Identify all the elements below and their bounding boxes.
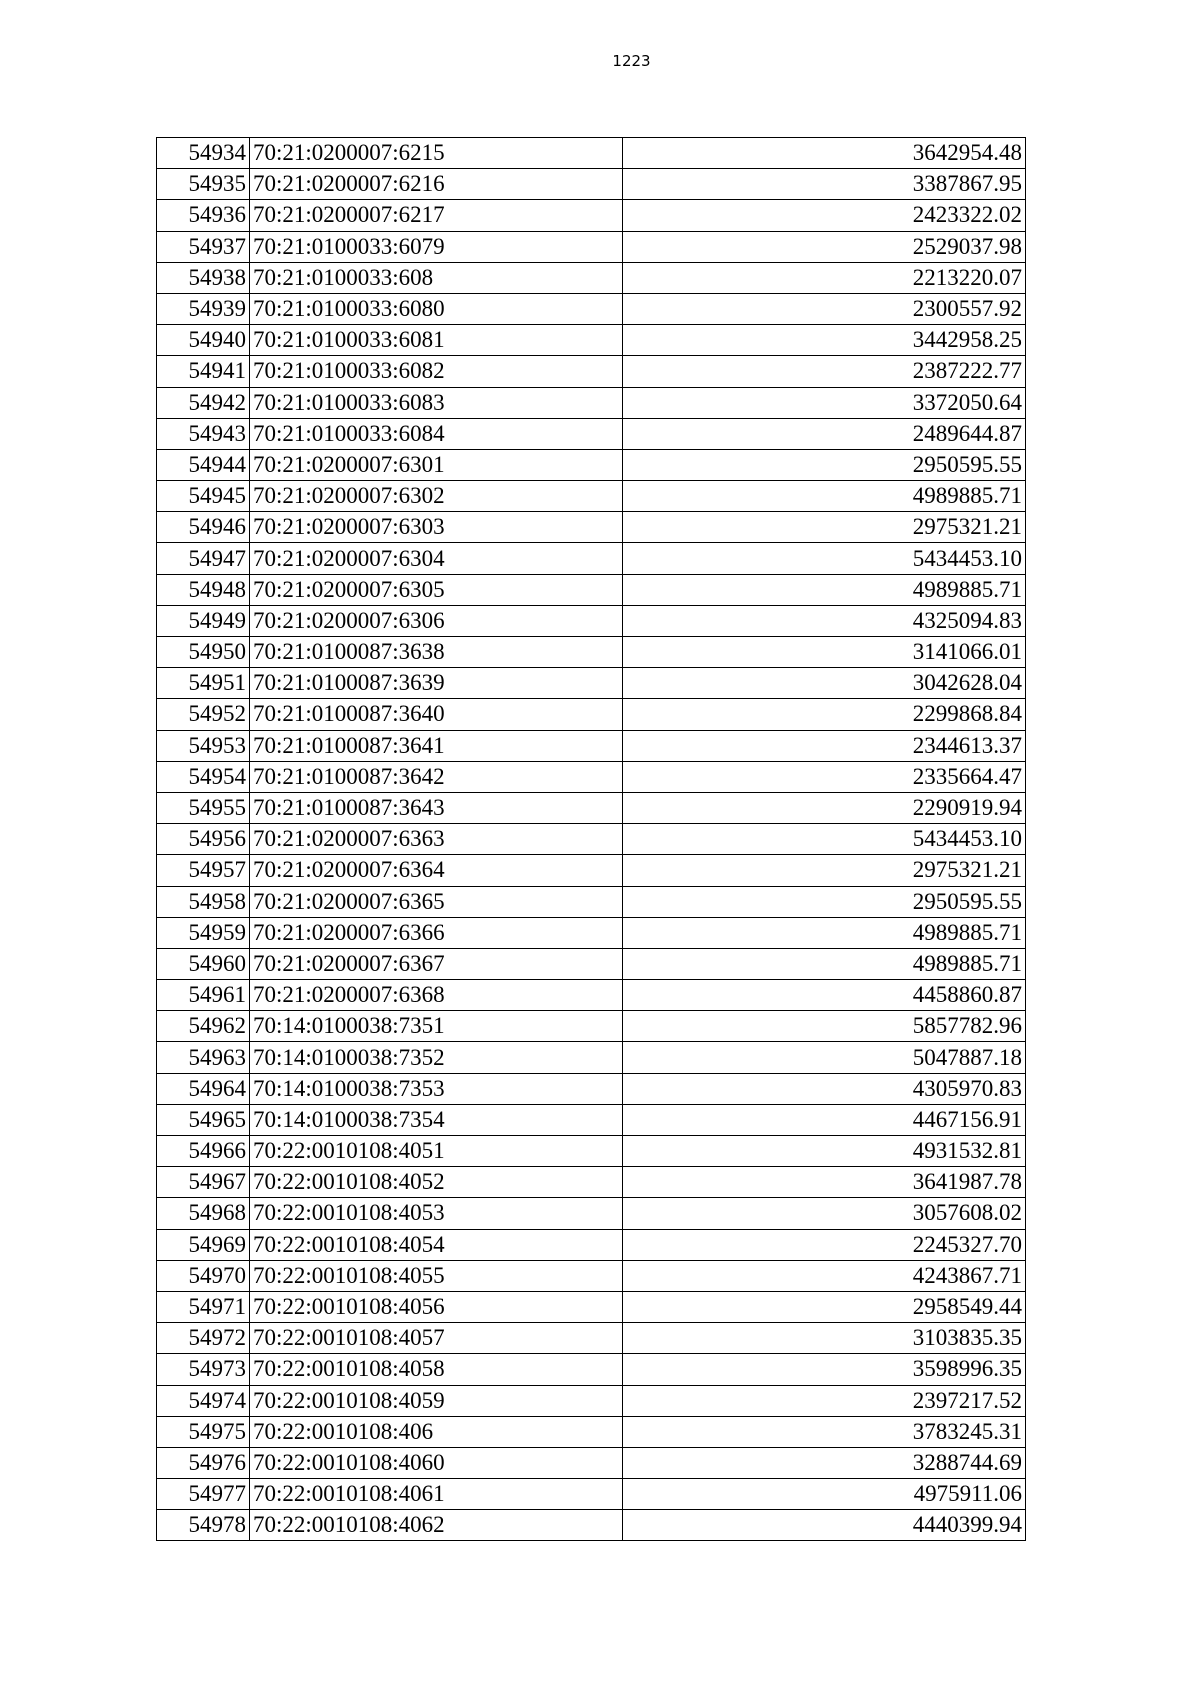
value-cell: 3641987.78: [623, 1167, 1026, 1198]
cadastral-number-cell: 70:21:0100087:3639: [250, 668, 623, 699]
cadastral-number-cell: 70:14:0100038:7354: [250, 1104, 623, 1135]
row-number-cell: 54970: [157, 1260, 250, 1291]
table-row: [157, 356, 1026, 387]
value-cell: 5047887.18: [623, 1042, 1026, 1073]
value-cell: 2529037.98: [623, 231, 1026, 262]
value-cell: 3141066.01: [623, 637, 1026, 668]
cadastral-number-cell: 70:22:0010108:4057: [250, 1323, 623, 1354]
row-number-cell: 54966: [157, 1136, 250, 1167]
value-cell: 2950595.55: [623, 449, 1026, 480]
row-number-cell: 54940: [157, 325, 250, 356]
value-cell: 3642954.48: [623, 138, 1026, 169]
table-row: [157, 1447, 1026, 1478]
table-row: [157, 1198, 1026, 1229]
row-number-cell: 54954: [157, 761, 250, 792]
cadastral-number-cell: 70:21:0200007:6364: [250, 855, 623, 886]
value-cell: 3387867.95: [623, 169, 1026, 200]
cadastral-number-cell: 70:21:0200007:6301: [250, 449, 623, 480]
cadastral-number-cell: 70:22:0010108:4055: [250, 1260, 623, 1291]
row-number-cell: 54947: [157, 543, 250, 574]
row-number-cell: 54948: [157, 574, 250, 605]
table-row: [157, 293, 1026, 324]
cadastral-number-cell: 70:21:0100087:3640: [250, 699, 623, 730]
value-cell: 2290919.94: [623, 792, 1026, 823]
cadastral-number-cell: 70:21:0100033:6081: [250, 325, 623, 356]
cadastral-number-cell: 70:21:0100087:3643: [250, 792, 623, 823]
row-number-cell: 54971: [157, 1291, 250, 1322]
value-cell: 4989885.71: [623, 917, 1026, 948]
row-number-cell: 54975: [157, 1416, 250, 1447]
cadastral-number-cell: 70:21:0100087:3642: [250, 761, 623, 792]
value-cell: 4325094.83: [623, 605, 1026, 636]
cadastral-number-cell: 70:22:0010108:4059: [250, 1385, 623, 1416]
value-cell: 2423322.02: [623, 200, 1026, 231]
table-row: [157, 1416, 1026, 1447]
value-cell: 3103835.35: [623, 1323, 1026, 1354]
row-number-cell: 54937: [157, 231, 250, 262]
cadastral-number-cell: 70:21:0200007:6302: [250, 481, 623, 512]
cadastral-number-cell: 70:21:0200007:6306: [250, 605, 623, 636]
table-row: [157, 948, 1026, 979]
value-cell: 3783245.31: [623, 1416, 1026, 1447]
value-cell: 4305970.83: [623, 1073, 1026, 1104]
cadastral-number-cell: 70:22:0010108:4056: [250, 1291, 623, 1322]
row-number-cell: 54957: [157, 855, 250, 886]
cadastral-number-cell: 70:21:0100033:6083: [250, 387, 623, 418]
table-row: [157, 231, 1026, 262]
row-number-cell: 54935: [157, 169, 250, 200]
table-row: [157, 1073, 1026, 1104]
row-number-cell: 54955: [157, 792, 250, 823]
row-number-cell: 54951: [157, 668, 250, 699]
table-row: [157, 605, 1026, 636]
table-body: [157, 138, 1026, 1541]
table-row: [157, 668, 1026, 699]
cadastral-number-cell: 70:21:0200007:6217: [250, 200, 623, 231]
table-row: [157, 1479, 1026, 1510]
value-cell: 2299868.84: [623, 699, 1026, 730]
row-number-cell: 54960: [157, 948, 250, 979]
value-cell: 2300557.92: [623, 293, 1026, 324]
value-cell: 3598996.35: [623, 1354, 1026, 1385]
table-row: [157, 543, 1026, 574]
value-cell: 3288744.69: [623, 1447, 1026, 1478]
row-number-cell: 54944: [157, 449, 250, 480]
table-row: [157, 325, 1026, 356]
row-number-cell: 54946: [157, 512, 250, 543]
row-number-cell: 54972: [157, 1323, 250, 1354]
table-row: [157, 637, 1026, 668]
row-number-cell: 54976: [157, 1447, 250, 1478]
row-number-cell: 54938: [157, 262, 250, 293]
value-cell: 3042628.04: [623, 668, 1026, 699]
table-row: [157, 1354, 1026, 1385]
row-number-cell: 54978: [157, 1510, 250, 1541]
row-number-cell: 54962: [157, 1011, 250, 1042]
table-row: [157, 792, 1026, 823]
cadastral-number-cell: 70:21:0100087:3638: [250, 637, 623, 668]
row-number-cell: 54936: [157, 200, 250, 231]
row-number-cell: 54952: [157, 699, 250, 730]
value-cell: 2335664.47: [623, 761, 1026, 792]
row-number-cell: 54950: [157, 637, 250, 668]
value-cell: 2344613.37: [623, 730, 1026, 761]
value-cell: 4243867.71: [623, 1260, 1026, 1291]
value-cell: 2245327.70: [623, 1229, 1026, 1260]
table-row: [157, 1385, 1026, 1416]
cadastral-number-cell: 70:21:0200007:6365: [250, 886, 623, 917]
value-cell: 4440399.94: [623, 1510, 1026, 1541]
row-number-cell: 54968: [157, 1198, 250, 1229]
cadastral-number-cell: 70:22:0010108:4051: [250, 1136, 623, 1167]
row-number-cell: 54949: [157, 605, 250, 636]
table-row: [157, 418, 1026, 449]
cadastral-number-cell: 70:21:0200007:6305: [250, 574, 623, 605]
table-row: [157, 1323, 1026, 1354]
row-number-cell: 54945: [157, 481, 250, 512]
row-number-cell: 54934: [157, 138, 250, 169]
cadastral-number-cell: 70:22:0010108:4052: [250, 1167, 623, 1198]
value-cell: 2397217.52: [623, 1385, 1026, 1416]
row-number-cell: 54959: [157, 917, 250, 948]
table-row: [157, 917, 1026, 948]
table-row: [157, 1011, 1026, 1042]
table-row: [157, 699, 1026, 730]
cadastral-number-cell: 70:21:0100033:6080: [250, 293, 623, 324]
cadastral-number-cell: 70:22:0010108:4061: [250, 1479, 623, 1510]
cadastral-number-cell: 70:21:0200007:6215: [250, 138, 623, 169]
cadastral-number-cell: 70:14:0100038:7353: [250, 1073, 623, 1104]
cadastral-number-cell: 70:21:0100033:608: [250, 262, 623, 293]
cadastral-number-cell: 70:21:0100033:6079: [250, 231, 623, 262]
table-row: [157, 855, 1026, 886]
table-row: [157, 1291, 1026, 1322]
value-cell: 2213220.07: [623, 262, 1026, 293]
row-number-cell: 54965: [157, 1104, 250, 1135]
table-row: [157, 481, 1026, 512]
value-cell: 4975911.06: [623, 1479, 1026, 1510]
table-row: [157, 1229, 1026, 1260]
table-row: [157, 1136, 1026, 1167]
table-row: [157, 761, 1026, 792]
row-number-cell: 54953: [157, 730, 250, 761]
cadastral-number-cell: 70:14:0100038:7351: [250, 1011, 623, 1042]
table-row: [157, 449, 1026, 480]
row-number-cell: 54973: [157, 1354, 250, 1385]
cadastral-number-cell: 70:14:0100038:7352: [250, 1042, 623, 1073]
cadastral-number-cell: 70:22:0010108:4060: [250, 1447, 623, 1478]
table-row: [157, 169, 1026, 200]
value-cell: 5434453.10: [623, 543, 1026, 574]
cadastral-number-cell: 70:21:0200007:6216: [250, 169, 623, 200]
row-number-cell: 54969: [157, 1229, 250, 1260]
value-cell: 2958549.44: [623, 1291, 1026, 1322]
value-cell: 5434453.10: [623, 824, 1026, 855]
value-cell: 2975321.21: [623, 855, 1026, 886]
value-cell: 3372050.64: [623, 387, 1026, 418]
value-cell: 4931532.81: [623, 1136, 1026, 1167]
cadastral-number-cell: 70:21:0200007:6366: [250, 917, 623, 948]
cadastral-number-cell: 70:22:0010108:406: [250, 1416, 623, 1447]
row-number-cell: 54941: [157, 356, 250, 387]
cadastral-number-cell: 70:21:0200007:6368: [250, 980, 623, 1011]
table-row: [157, 387, 1026, 418]
value-cell: 4989885.71: [623, 948, 1026, 979]
value-cell: 4467156.91: [623, 1104, 1026, 1135]
table-row: [157, 1260, 1026, 1291]
cadastral-number-cell: 70:21:0200007:6363: [250, 824, 623, 855]
table-row: [157, 1510, 1026, 1541]
table-row: [157, 1104, 1026, 1135]
table-row: [157, 574, 1026, 605]
value-cell: 4458860.87: [623, 980, 1026, 1011]
value-cell: 2950595.55: [623, 886, 1026, 917]
row-number-cell: 54963: [157, 1042, 250, 1073]
table-row: [157, 1167, 1026, 1198]
row-number-cell: 54939: [157, 293, 250, 324]
table-row: [157, 200, 1026, 231]
data-table: [156, 137, 1026, 1541]
row-number-cell: 54956: [157, 824, 250, 855]
row-number-cell: 54964: [157, 1073, 250, 1104]
table-row: [157, 980, 1026, 1011]
page-number: 1223: [612, 52, 651, 70]
cadastral-number-cell: 70:21:0100033:6082: [250, 356, 623, 387]
row-number-cell: 54958: [157, 886, 250, 917]
table-row: [157, 730, 1026, 761]
value-cell: 4989885.71: [623, 574, 1026, 605]
row-number-cell: 54974: [157, 1385, 250, 1416]
value-cell: 2975321.21: [623, 512, 1026, 543]
row-number-cell: 54942: [157, 387, 250, 418]
cadastral-number-cell: 70:21:0100087:3641: [250, 730, 623, 761]
row-number-cell: 54961: [157, 980, 250, 1011]
table-row: [157, 512, 1026, 543]
table-row: [157, 262, 1026, 293]
table-row: [157, 824, 1026, 855]
value-cell: 5857782.96: [623, 1011, 1026, 1042]
cadastral-number-cell: 70:22:0010108:4062: [250, 1510, 623, 1541]
table-row: [157, 886, 1026, 917]
cadastral-number-cell: 70:21:0200007:6304: [250, 543, 623, 574]
table-row: [157, 138, 1026, 169]
row-number-cell: 54977: [157, 1479, 250, 1510]
row-number-cell: 54943: [157, 418, 250, 449]
cadastral-number-cell: 70:21:0100033:6084: [250, 418, 623, 449]
value-cell: 3057608.02: [623, 1198, 1026, 1229]
row-number-cell: 54967: [157, 1167, 250, 1198]
cadastral-number-cell: 70:21:0200007:6367: [250, 948, 623, 979]
cadastral-number-cell: 70:21:0200007:6303: [250, 512, 623, 543]
value-cell: 2387222.77: [623, 356, 1026, 387]
value-cell: 3442958.25: [623, 325, 1026, 356]
cadastral-number-cell: 70:22:0010108:4054: [250, 1229, 623, 1260]
value-cell: 4989885.71: [623, 481, 1026, 512]
value-cell: 2489644.87: [623, 418, 1026, 449]
cadastral-number-cell: 70:22:0010108:4058: [250, 1354, 623, 1385]
table-row: [157, 1042, 1026, 1073]
cadastral-number-cell: 70:22:0010108:4053: [250, 1198, 623, 1229]
